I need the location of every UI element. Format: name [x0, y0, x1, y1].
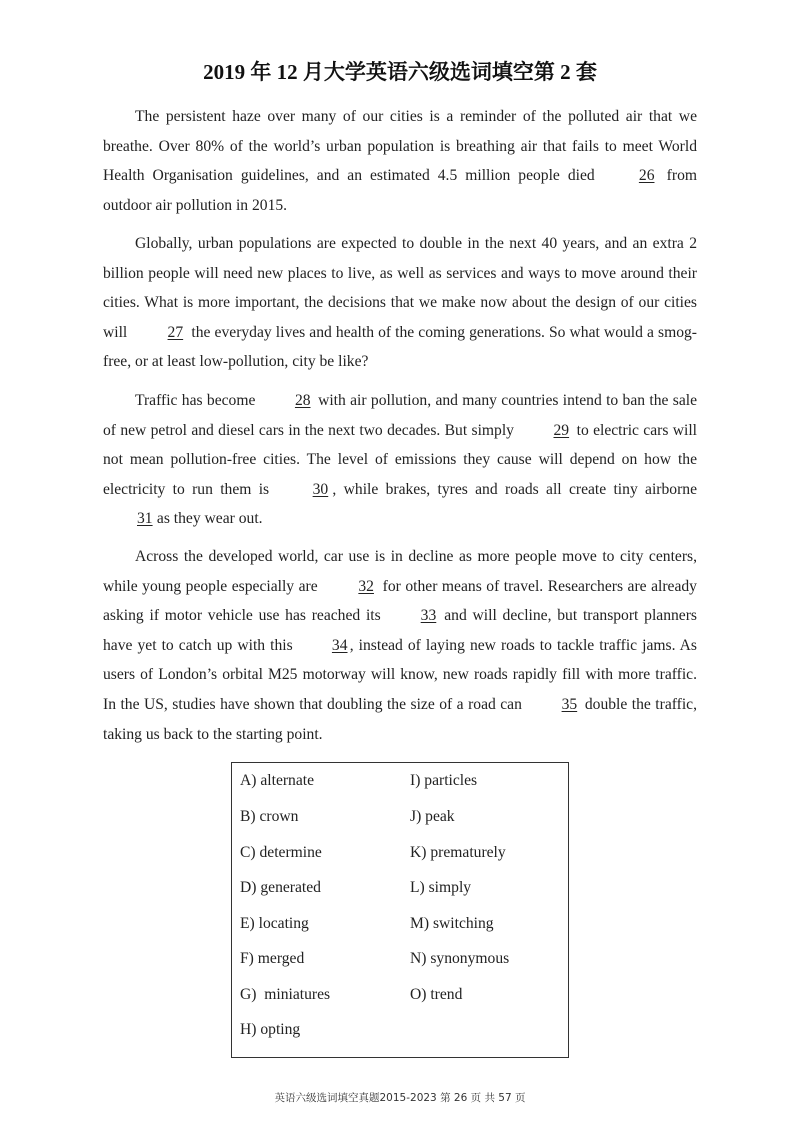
blank-35[interactable]: 35: [561, 695, 578, 713]
paragraph-text: double the traffic, taking us back to the starting point.: [103, 695, 697, 743]
paragraph-2: [103, 229, 697, 377]
option-k: K) prematurely: [410, 844, 506, 861]
blank-28[interactable]: 28: [294, 392, 311, 409]
page-title: 2019 年 12 月大学英语六级选词填空第 2 套: [203, 60, 597, 84]
option-i: I) particles: [410, 772, 478, 789]
option-l: L) simply: [410, 879, 472, 896]
option-h: H) opting: [240, 1021, 301, 1038]
paragraph-text: Traffic has become: [135, 392, 260, 409]
page-footer: 英语六级选词填空真题2015-2023 第 26 页 共 57 页: [274, 1092, 526, 1104]
option-j: J) peak: [410, 808, 455, 825]
option-d: D) generated: [240, 879, 321, 896]
paragraph-text: Across the developed world, car use is in decline as more people move to city centers, while young people especially are: [103, 548, 697, 595]
blank-27[interactable]: 27: [167, 323, 184, 341]
paragraph-text: from outdoor air pollution in 2015.: [103, 167, 697, 214]
paragraph-text: , instead of laying new roads to tackle traffic jams. As users of London’s orbital M25 motorway will know, new roads rapidly fill with more traffic. In the US, studies have shown that doubling the size of a road can: [103, 636, 697, 713]
paragraph-text: Globally, urban populations are expected to double in the next 40 years, and an extra 2 billion people will need new places to live, as well as services and ways to move around their cities. What is more important, the decisions that we make now about the design of our cities will: [103, 235, 697, 341]
option-b: B) crown: [240, 808, 299, 825]
blank-31[interactable]: 31: [137, 510, 153, 528]
paragraph-text: , while brakes, tyres and roads all create tiny airborne: [332, 480, 698, 498]
paragraph-text: for other means of travel. Researchers are already asking if motor vehicle use has reached its: [103, 577, 697, 625]
blank-30[interactable]: 30: [312, 480, 329, 498]
option-o: O) trend: [410, 986, 463, 1003]
option-a: A) alternate: [240, 772, 315, 789]
paragraph-text: The persistent haze over many of our cities is a reminder of the polluted air that we breathe. Over 80% of the world’s urban population is breathing air that fails to meet World Health Organisation guidelines, and an estimated 4.5 million people died: [103, 108, 697, 185]
paragraph-text: and will decline, but transport planners have yet to catch up with this: [103, 607, 697, 654]
paragraph-text: to electric cars will not mean pollution-free cities. The level of emissions they cause will depend on how the electricity to run them is: [103, 421, 697, 498]
option-n: N) synonymous: [410, 950, 510, 967]
paragraph-4: [103, 542, 697, 749]
paragraph-text: with air pollution, and many countries intend to ban the sale of new petrol and diesel cars in the next two decades. But simply: [103, 392, 698, 439]
paragraph-text: the everyday lives and health of the coming generations. So what would a smog-free, or at least low-pollution, city be like?: [103, 323, 697, 371]
option-g: G) miniatures: [240, 986, 331, 1003]
blank-34[interactable]: 34: [331, 636, 348, 654]
word-bank: [231, 762, 569, 1058]
paragraph-3: [103, 386, 697, 534]
paragraph-text: as they wear out.: [153, 510, 263, 528]
option-e: E) locating: [240, 915, 309, 932]
blank-26[interactable]: 26: [638, 167, 655, 185]
paragraph-1: [103, 102, 697, 220]
option-m: M) switching: [410, 915, 494, 932]
blank-29[interactable]: 29: [553, 421, 570, 439]
option-c: C) determine: [240, 844, 322, 861]
option-f: F) merged: [240, 950, 305, 967]
blank-33[interactable]: 33: [420, 607, 437, 625]
blank-32[interactable]: 32: [358, 577, 374, 595]
